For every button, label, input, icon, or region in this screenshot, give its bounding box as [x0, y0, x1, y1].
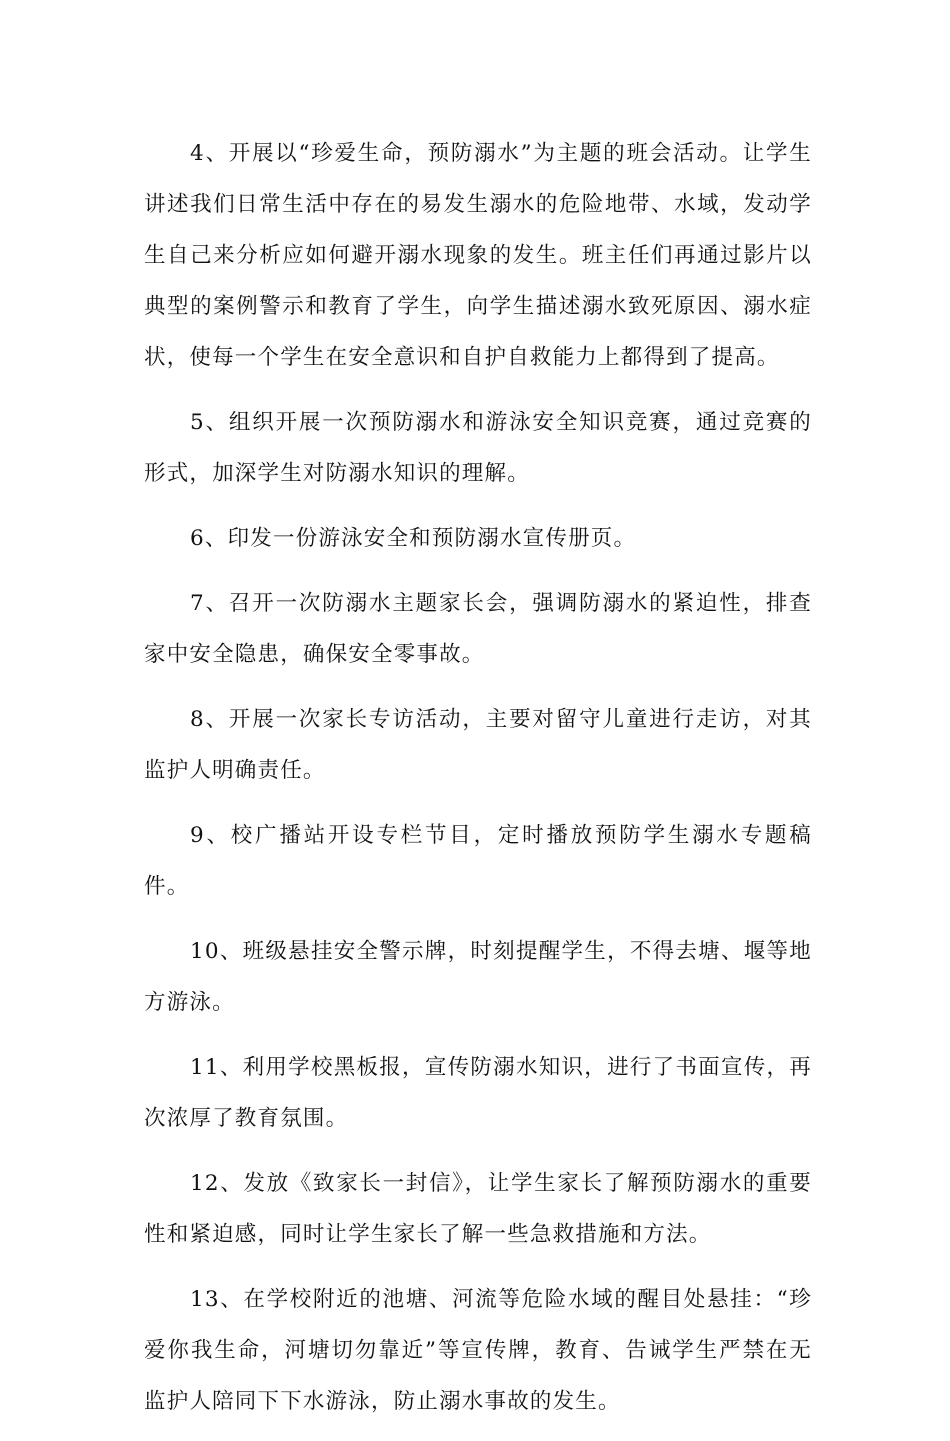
paragraph-item-6: 6、印发一份游泳安全和预防溺水宣传册页。 — [190, 526, 637, 551]
paragraph-item-8: 8、开展一次家长专访活动，主要对留守儿童进行走访，对其监护人明确责任。 — [144, 707, 812, 783]
paragraph-item-13: 13、在学校附近的池塘、河流等危险水域的醒目处悬挂：“珍爱你我生命，河塘切勿靠近”等宣传牌，教育、告诫学生严禁在无监护人陪同下下水游泳，防止溺水事故的发生。 — [144, 1287, 812, 1414]
paragraph-item-5: 5、组织开展一次预防溺水和游泳安全知识竞赛，通过竞赛的形式，加深学生对防溺水知识的理解。 — [144, 410, 812, 486]
paragraph-item-7: 7、召开一次防溺水主题家长会，强调防溺水的紧迫性，排查家中安全隐患，确保安全零事故。 — [144, 591, 812, 667]
paragraph-item-9: 9、校广播站开设专栏节目，定时播放预防学生溺水专题稿件。 — [144, 823, 812, 899]
paragraph-item-11: 11、利用学校黑板报，宣传防溺水知识，进行了书面宣传，再次浓厚了教育氛围。 — [144, 1055, 812, 1131]
paragraph-item-12: 12、发放《致家长一封信》，让学生家长了解预防溺水的重要性和紧迫感，同时让学生家长了解一些急救措施和方法。 — [144, 1171, 812, 1247]
paragraph-item-4: 4、开展以“珍爱生命，预防溺水”为主题的班会活动。让学生讲述我们日常生活中存在的易发生溺水的危险地带、水域，发动学生自己来分析应如何避开溺水现象的发生。班主任们再通过影片以典型的案例警示和教育了学生，向学生描述溺水致死原因、溺水症状，使每一个学生在安全意识和自护自救能力上都得到了提高。 — [144, 141, 812, 370]
paragraph-item-10: 10、班级悬挂安全警示牌，时刻提醒学生，不得去塘、堰等地方游泳。 — [144, 939, 812, 1015]
document-page — [144, 128, 812, 1441]
